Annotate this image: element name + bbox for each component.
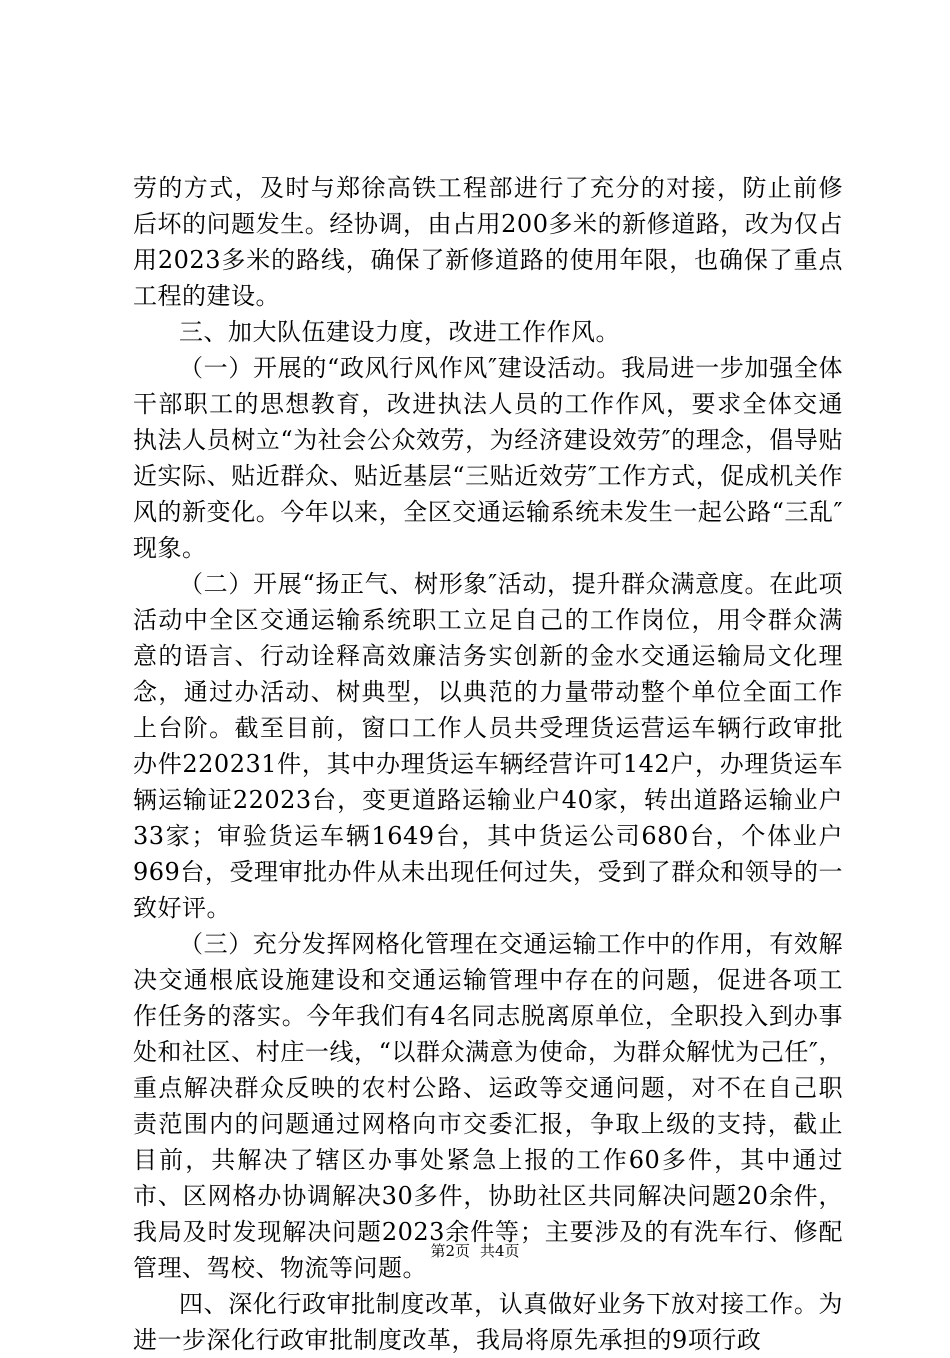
paragraph-3-2: （二）开展“扬正气、树形象″活动，提升群众满意度。在此项活动中全区交通运输系统职工立足自己的工作岗位，用令群众满意的语言、行动诠释高效廉洁务实创新的金水交通运输局文化理念，通过办活动、树典型，以典范的力量带动整个单位全面工作上台阶。截至目前，窗口工作人员共受理货运营运车辆行政审批办件220231件，其中办理货运车辆经营许可142户，办理货运车辆运输证22023台，变更道路运输业户40家，转出道路运输业户33家；审验货运车辆1649台，其中货运公司680台，个体业户969台，受理审批办件从未出现任何过失，受到了群众和领导的一致好评。	[133, 570, 843, 922]
section-heading-3: 三、加大队伍建设力度，改进工作作风。	[179, 318, 620, 346]
paragraph-continued: 劳的方式，及时与郑徐高铁工程部进行了充分的对接，防止前修后坏的问题发生。经协调，由占用200多米的新修道路，改为仅占用2023多米的路线，确保了新修道路的使用年限，也确保了重点工程的建设。	[133, 174, 843, 310]
section-heading-4: 四、深化行政审批制度改革，认真做好业务下放对接工作。为进一步深化行政审批制度改革，我局将原先承担的9项行政	[133, 1290, 843, 1354]
page-number: 第2页	[430, 1242, 470, 1260]
paragraph-3-3: （三）充分发挥网格化管理在交通运输工作中的作用，有效解决交通根底设施建设和交通运输管理中存在的问题，促进各项工作任务的落实。今年我们有4名同志脱离原单位，全职投入到办事处和社区、村庄一线，“以群众满意为使命，为群众解忧为己任″，重点解决群众反映的农村公路、运政等交通问题，对不在自己职责范围内的问题通过网格向市交委汇报，争取上级的支持，截止目前，共解决了辖区办事处紧急上报的工作60多件，其中通过市、区网格办协调解决30多件，协助社区共同解决问题20余件，我局及时发现解决问题2023余件等；主要涉及的有洗车行、修配管理、驾校、物流等问题。	[133, 930, 843, 1282]
page-footer	[0, 1241, 950, 1261]
document-body	[133, 170, 843, 1358]
page-total: 共4页	[480, 1242, 520, 1260]
paragraph-3-1: （一）开展的“政风行风作风″建设活动。我局进一步加强全体干部职工的思想教育，改进执法人员的工作作风，要求全体交通执法人员树立“为社会公众效劳，为经济建设效劳″的理念，倡导贴近实际、贴近群众、贴近基层“三贴近效劳″工作方式，促成机关作风的新变化。今年以来，全区交通运输系统未发生一起公路“三乱″现象。	[133, 354, 843, 562]
